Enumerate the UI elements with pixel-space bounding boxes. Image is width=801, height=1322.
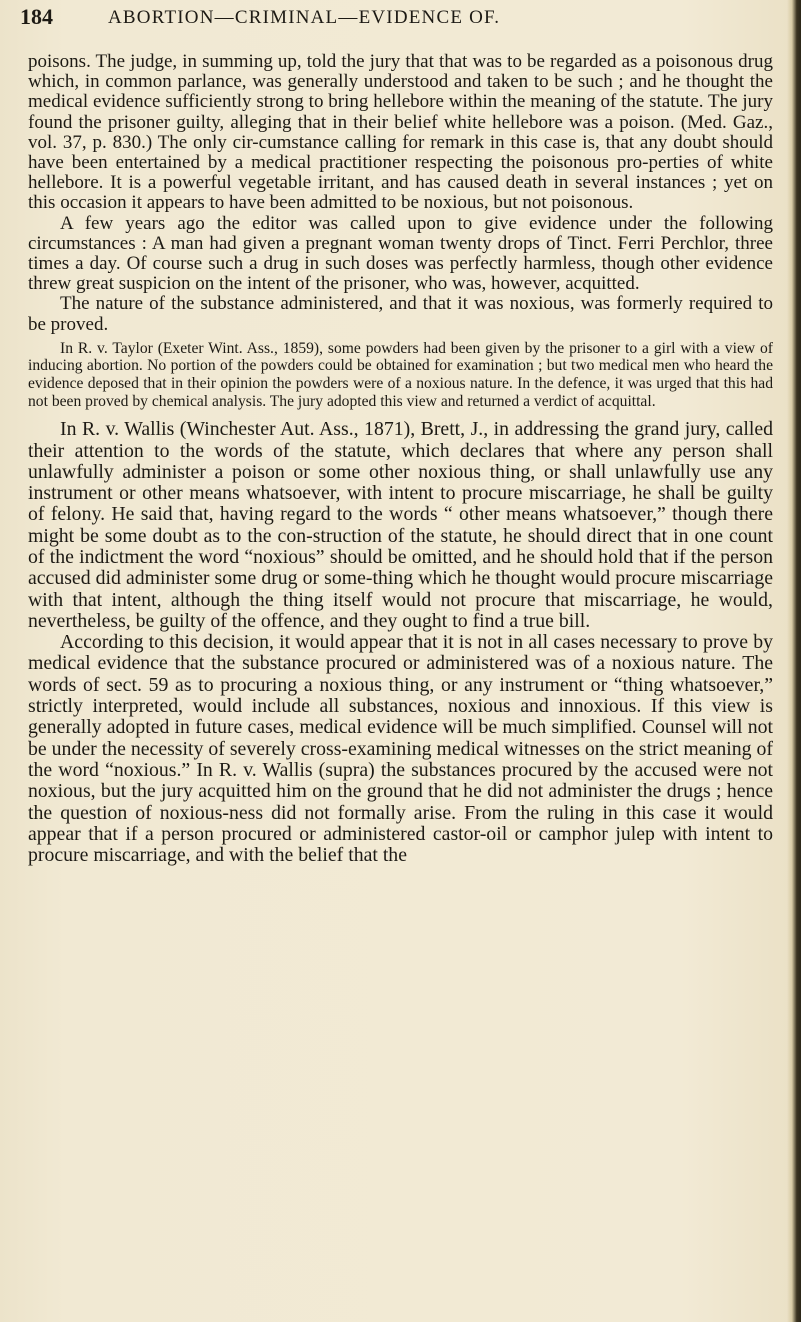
paragraph-wallis-case: In R. v. Wallis (Winchester Aut. Ass., 1871), Brett, J., in addressing the grand jury, called their attention to the words of the statute, which declares that where any person shall unlawfully administer a poison or some other noxious thing, or shall unlawfully use any instrument or other means whatsoever, with intent to procure miscarriage, he shall be guilty of felony. He said that, having regard to the words “ other means whatsoever,” though there might be some doubt as to the con-struction of the statute, he should direct that in one count of the indictment the word “noxious” should be omitted, and he should hold that if the person accused did administer some drug or some-thing which he thought would procure miscarriage with that intent, although the thing itself would not procure that miscarriage, he would, nevertheless, be guilty of the offence, and they ought to find a true bill. xyxy=(28,418,773,632)
paragraph-decision-commentary: According to this decision, it would appear that it is not in all cases necessary to prove by medical evidence that the substance procured or administered was of a noxious nature. The words of sect. 59 as to procuring a noxious thing, or any instrument or “thing whatsoever,” strictly interpreted, would include all substances, noxious and innoxious. If this view is generally adopted in future cases, medical evidence will be much simplified. Counsel will not be under the necessity of severely cross-examining medical witnesses on the strict meaning of the word “noxious.” In R. v. Wallis (supra) the substances procured by the accused were not noxious, but the jury acquitted him on the ground that he did not administer the drugs ; hence the question of noxious-ness did not formally arise. From the ruling in this case it would appear that if a person procured or administered castor-oil or camphor julep with intent to procure miscarriage, and with the belief that the xyxy=(28,631,773,867)
paragraph-tinct-ferri-case: A few years ago the editor was called upon to give evidence under the following circumstances : A man had given a pregnant woman twenty drops of Tinct. Ferri Perchlor, three times a day. Of course such a drug in such doses was perfectly harmless, though other evidence threw great suspicion on the intent of the prisoner, who was, however, acquitted. xyxy=(28,212,773,295)
page-header xyxy=(20,4,775,30)
paragraph-noxious-requirement: The nature of the substance administered, and that it was noxious, was formerly required to be proved. xyxy=(28,293,773,335)
page-edge-shadow xyxy=(787,0,801,1322)
paragraph-hellebore-case: poisons. The judge, in summing up, told the jury that that was to be regarded as a poisonous drug which, in common parlance, was generally understood and taken to be such ; and he thought the medical evidence sufficiently strong to bring hellebore within the meaning of the statute. The jury found the prisoner guilty, alleging that in their belief white hellebore was a poison. (Med. Gaz., vol. 37, p. 830.) The only cir-cumstance calling for remark in this case is, that any doubt should have been entertained by a medical practitioner respecting the poisonous pro-perties of white hellebore. It is a powerful vegetable irritant, and has caused death in several instances ; yet on this occasion it appears to have been admitted to be noxious, but not poisonous. xyxy=(28,51,773,214)
running-head: ABORTION—CRIMINAL—EVIDENCE OF. xyxy=(108,7,501,28)
page-number: 184 xyxy=(20,4,53,29)
paragraph-taylor-case: In R. v. Taylor (Exeter Wint. Ass., 1859), some powders had been given by the prisoner to a girl with a view of inducing abortion. No portion of the powders could be obtained for examination ; but two medical men who heard the evidence deposed that in their opinion the powders were of a noxious nature. In the defence, it was urged that this had not been proved by chemical analysis. The jury adopted this view and returned a verdict of acquittal. xyxy=(28,339,773,410)
page-body xyxy=(28,52,773,866)
